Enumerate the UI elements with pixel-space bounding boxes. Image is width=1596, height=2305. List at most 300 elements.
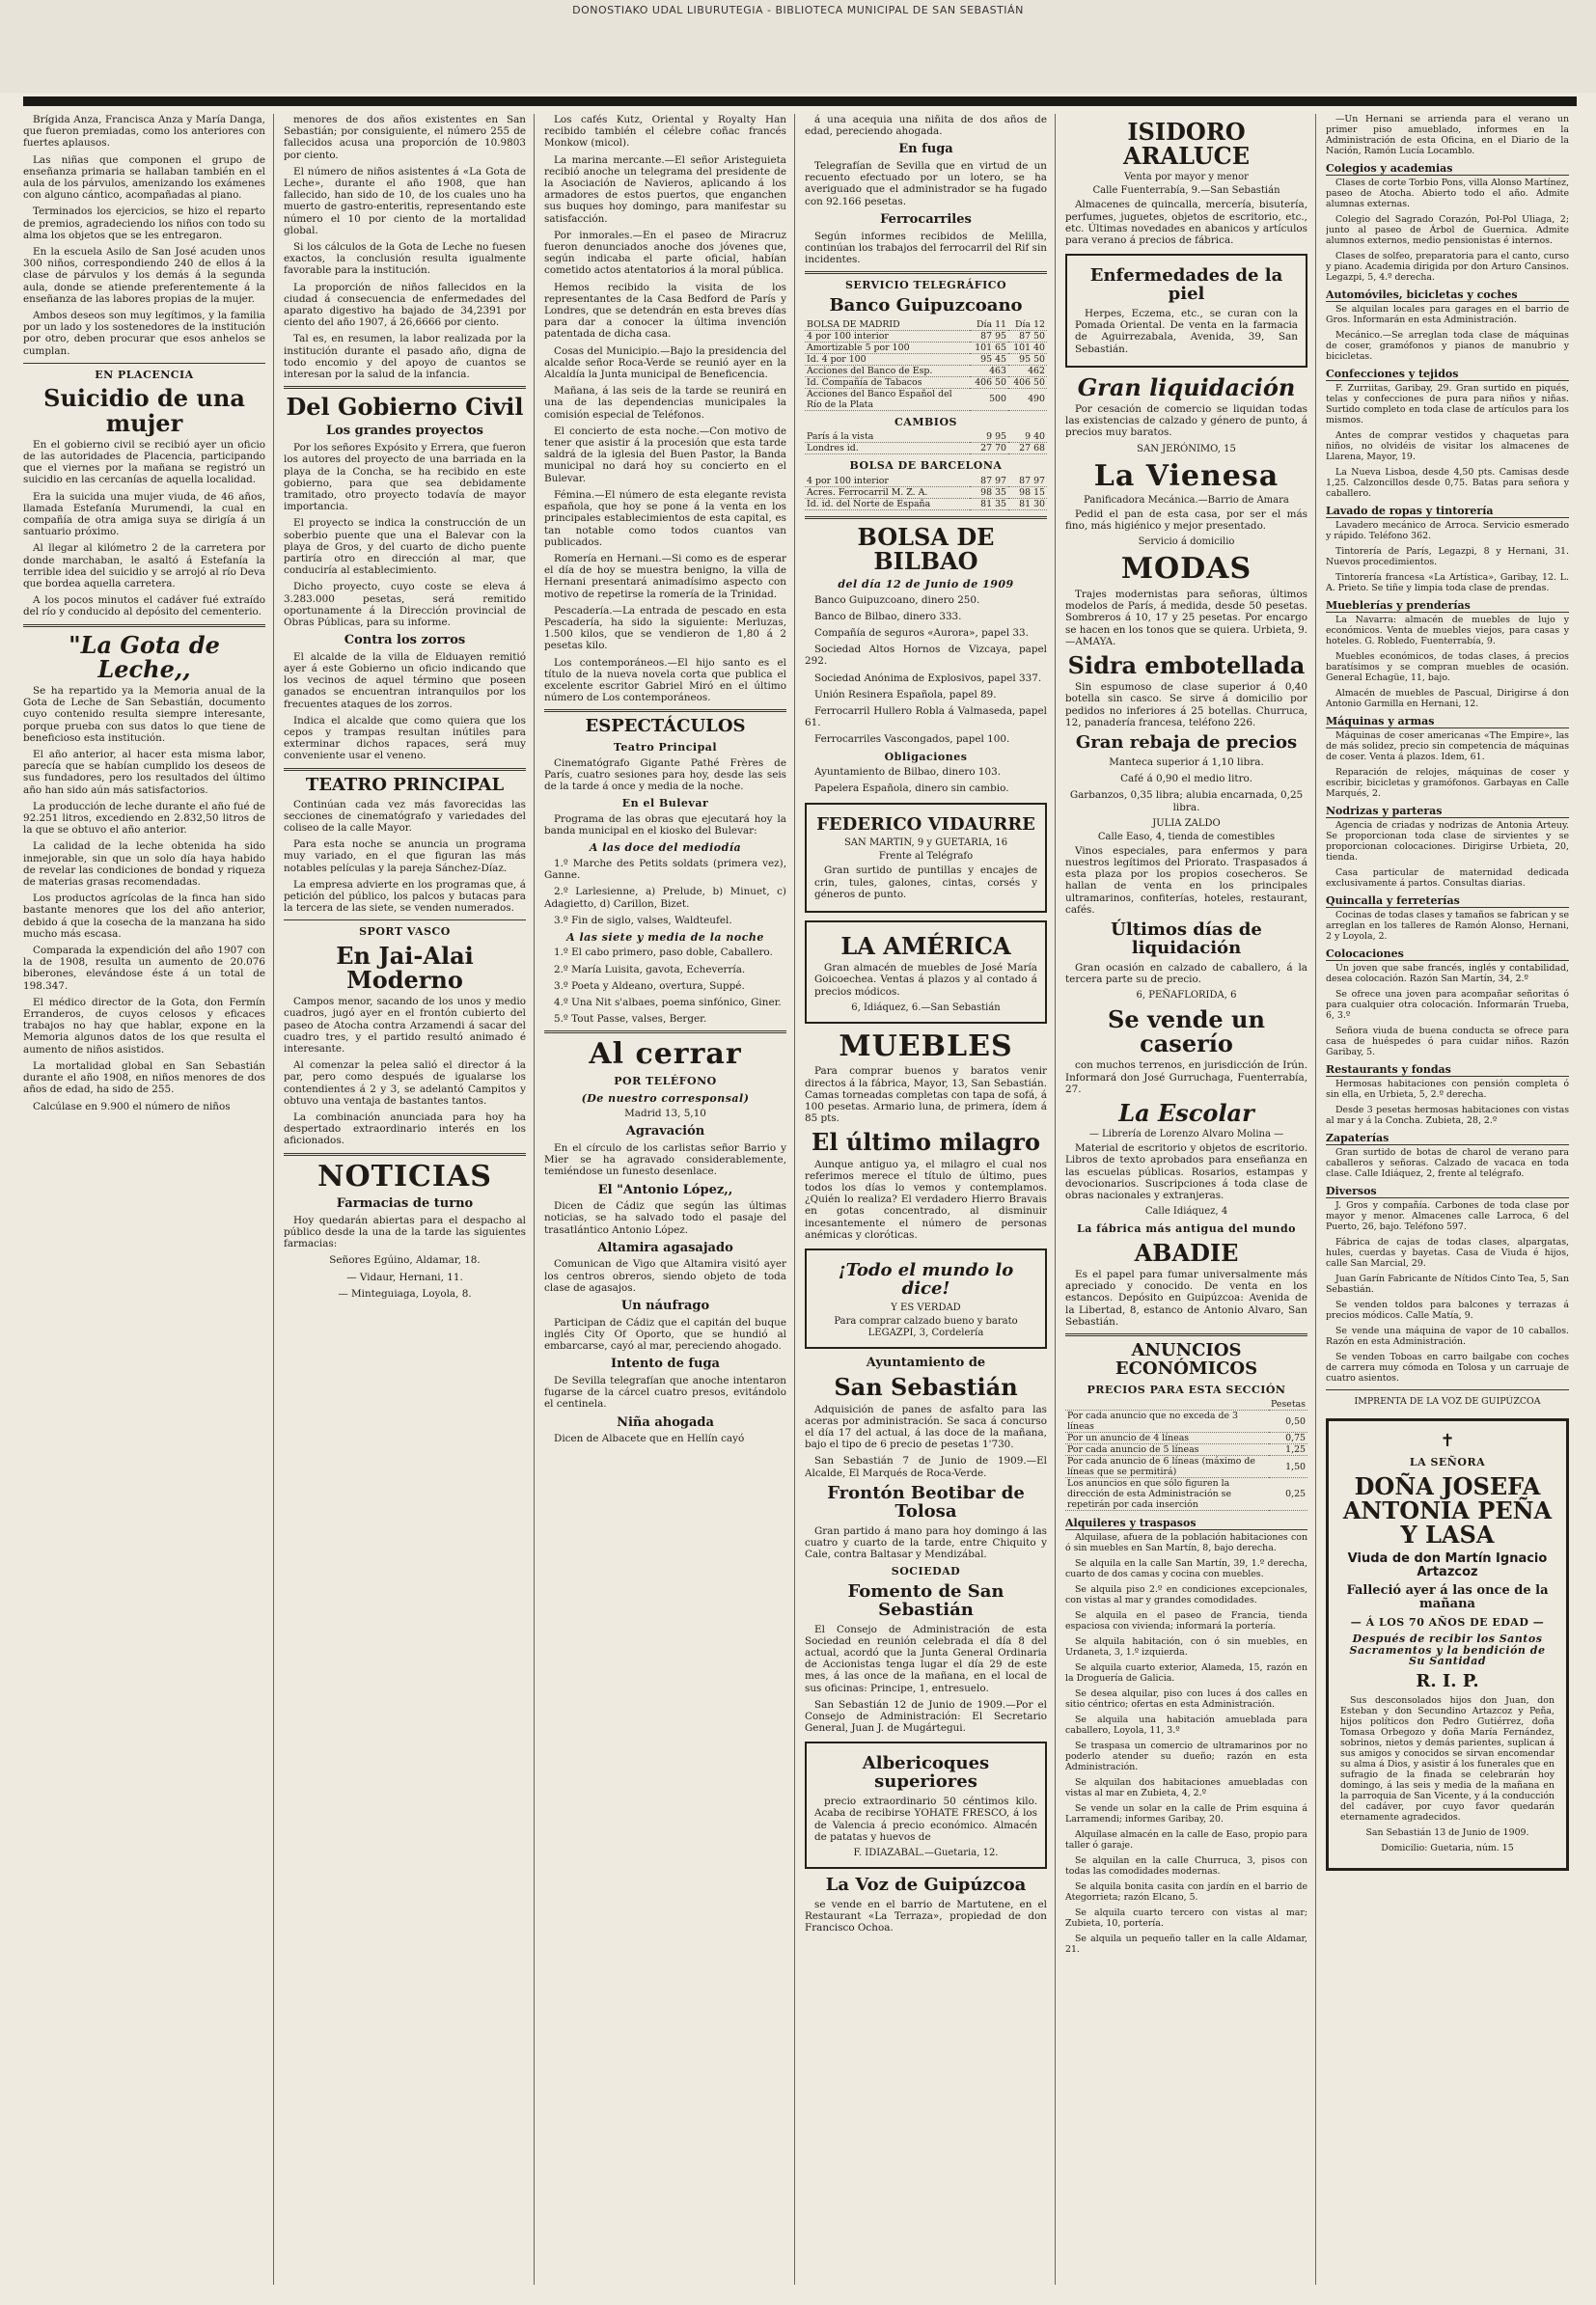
obit-date: San Sebastián 13 de Junio de 1909.: [1365, 1826, 1529, 1838]
bulevar-text: Programa de las obras que ejecutará hoy la banda municipal en el kiosko del Bulevar:: [544, 812, 786, 837]
classified-category: Colegios y academias: [1326, 162, 1569, 176]
paragraph: Se ha repartido ya la Memoria anual de la Gota de Leche de San Sebastián, documento cuyo contenido resulta siempre interesante, porque prueba con sus datos lo que tiene de beneficioso esta institución.: [23, 685, 265, 744]
isidoro-addr: Calle Fuenterrabía, 9.—San Sebastián: [1092, 185, 1280, 197]
paragraph: El proyecto se indica la construcción de un soberbio puente que una el Balevar con la playa de Gros, y del cuarto de dicho puente partiría otro en dirección al mar, que conduciría al establecimiento.: [284, 517, 526, 577]
isidoro-text: Almacenes de quincalla, mercería, bisutería, perfumes, juguetes, objetos de escritorio, etc., etc. Últimas novedades en abanicos y artículos para verano á precios de fábrica.: [1065, 199, 1307, 246]
muebles-headline: MUEBLES: [839, 1029, 1013, 1063]
classified-item: Clases de corte Torbio Pons, villa Alonso Martínez, paseo de Atocha. Abierto todo el año. Admite alumnas externas.: [1326, 178, 1569, 209]
paragraph: Campos menor, sacando de los unos y medio cuadros, jugó ayer en el frontón cubierto del paseo de Atocha contra Arzamendi á sacar del cuadro tres, y el partido resultó animado é interesante.: [284, 996, 526, 1056]
paragraph: Tal es, en resumen, la labor realizada por la institución durante el pasado año, digna de todo encomio y del apoyo de cuantos se interesan por la salud de la infancia.: [284, 333, 526, 381]
table-cell: Por cada anuncio de 5 líneas: [1065, 1444, 1269, 1456]
table-cell: 81 35: [970, 498, 1008, 509]
paragraph: El número de niños asistentes á «La Gota de Leche», durante el año 1908, que han fallecido, han sido de 10, de los cuales uno ha muerto de gastro-enteritis, representando este número el 10 por ciento de la mortalidad global.: [284, 165, 526, 236]
classified-item: Mecánico.—Se arreglan toda clase de máquinas de coser, gramófonos y pianos de manubrio y bicicletas.: [1326, 330, 1569, 362]
table-cell: 87 97: [1008, 476, 1047, 487]
paragraph: A los pocos minutos el cadáver fué extraído del río y conducido al depósito del cementerio.: [23, 594, 265, 618]
abadie-pre: La fábrica más antigua del mundo: [1076, 1222, 1297, 1236]
paragraph: Pescadería.—La entrada de pescado en esta Pescadería, ha sido la siguiente: Merluzas, 1.500 kilos, que se vendieron de 1,80 á 2 pesetas kilo.: [544, 604, 786, 652]
ultimos-addr: 6, PEÑAFLORIDA, 6: [1136, 990, 1237, 1002]
classified-category: Restaurants y fondas: [1326, 1063, 1569, 1077]
noticias-headline: NOTICIAS: [317, 1159, 492, 1194]
america-text: Gran almacén de muebles de José María Goicoechea. Ventas á plazos y al contado á precios módicos.: [814, 962, 1037, 998]
paragraph: Era la suicida una mujer viuda, de 46 años, llamada Estefanía Murumendi, la cual en compañía de otra amiga suya se dirigía á un santuario próximo.: [23, 490, 265, 538]
placencia-body: [23, 439, 265, 618]
classified-item: Cocinas de todas clases y tamaños se fabrican y se arreglan en los talleres de Ramón Alonso, Hernani, 2 y Loyola, 2.: [1326, 910, 1569, 942]
table-cell: 87 97: [970, 476, 1008, 487]
vidaurre-headline: FEDERICO VIDAURRE: [816, 813, 1035, 835]
table-cell: Los anuncios en que sólo figuren la dirección de esta Administración se repetirán por cada inserción: [1065, 1478, 1269, 1511]
table-cell: Acres. Ferrocarril M. Z. A.: [805, 486, 970, 498]
obit-text: Sus desconsolados hijos don Juan, don Esteban y don Secundino Artazcoz y Peña, hijos políticos don Pedro Gutiérrez, doña Tomasa Orbegozo y doña María Fernández, sobrinos, nietos y demás parientes, suplican á sus amigos y conocidos se sirvan encomendar su alma á Dios, y asistir á los funerales que en sufragio de la finada se celebrarán hoy domingo, á las seis y media de la mañana en la parroquia de San Vicente, y á la conducción del cadáver, por cuyo favor quedarán eternamente agradecidos.: [1340, 1694, 1555, 1823]
caserio-headline: Se vende un caserío: [1108, 1005, 1265, 1058]
vienesa-headline: La Vienesa: [1093, 458, 1280, 493]
paragraph: 3.º Poeta y Aldeano, overtura, Suppé.: [554, 979, 745, 992]
paragraph: Terminados los ejercicios, se hizo el reparto de premios, agradeciendo los niños con todo su alma los objetos que se les entregaron.: [23, 206, 265, 241]
gobierno-subhead: Los grandes proyectos: [325, 424, 484, 439]
paragraph: Banco Guipuzcoano, dinero 250.: [814, 593, 980, 606]
obit-name: DOÑA JOSEFA ANTONIA PEÑA Y LASA: [1342, 1471, 1553, 1549]
fronton-headline: Frontón Beotibar de Tolosa: [827, 1482, 1025, 1522]
paragraph: 5.º Tout Passe, valses, Berger.: [554, 1013, 707, 1026]
agravacion-sub: Agravación: [625, 1124, 705, 1139]
table-cell: 81 30: [1008, 498, 1047, 509]
imprenta-line: IMPRENTA DE LA VOZ DE GUIPÚZCOA: [1354, 1396, 1541, 1407]
classified-item: Máquinas de coser americanas «The Empire», las de más solidez, precio sin competencia de máquinas de coser. Venta á plazos. Idem, 61.: [1326, 730, 1569, 762]
table-row: [805, 388, 1047, 410]
contra-subhead: Contra los zorros: [344, 633, 466, 648]
table-cell: Por un anuncio de 4 líneas: [1065, 1433, 1269, 1444]
paragraph: Continúan cada vez más favorecidas las secciones de cinematógrafo y variedades del coliseo de la calle Mayor.: [284, 798, 526, 834]
obit-domicilio: Domicilio: Guetaria, núm. 15: [1381, 1842, 1514, 1853]
piel-ad: [1065, 254, 1307, 368]
classified-item: Casa particular de maternidad dedicada exclusivamente á partos. Consultas diarias.: [1326, 867, 1569, 889]
col3-intro: [544, 114, 786, 703]
classified-item: Fábrica de cajas de todas clases, alpargatas, hules, cuerdas y bayetas. Casa de Viuda é hijos, calle San Marcial, 29.: [1326, 1237, 1569, 1269]
paragraph: Se alquila una habitación amueblada para caballero, Loyola, 11, 3.º: [1065, 1715, 1307, 1737]
al-cerrar-headline: Al cerrar: [589, 1037, 742, 1072]
table-cell: 0,25: [1269, 1478, 1307, 1511]
paragraph: Alquilase, afuera de la población habitaciones con ó sin muebles en San Martín, 8, bajo derecha.: [1065, 1532, 1307, 1554]
paragraph: Se desea alquilar, piso con luces á dos calles en sitio céntrico; ofertas en esta Administración.: [1065, 1688, 1307, 1711]
classified-item: Se venden toldos para balcones y terrazas á precios módicos. Calle Matía, 9.: [1326, 1300, 1569, 1321]
obit-rip: R. I. P.: [1416, 1670, 1479, 1691]
nina-text: Dicen de Albacete que en Hellín cayó: [554, 1433, 745, 1445]
classified-item: Un joven que sabe francés, inglés y contabilidad, desea colocación. Razón San Martín, 34, 2.º: [1326, 963, 1569, 984]
classified-category: Automóviles, bicicletas y coches: [1326, 288, 1569, 302]
table-row: [805, 443, 1047, 454]
classified-item: Se venden Toboas en carro bailgabe con coches de carrera muy cómoda en Tolosa y un carruaje de cuatro asientos.: [1326, 1352, 1569, 1384]
top-rule: [23, 96, 1577, 106]
naufrago-sub: Un náufrago: [620, 1299, 710, 1314]
liquidacion-headline: Gran liquidación: [1077, 372, 1296, 401]
paragraph: Hemos recibido la visita de los representantes de la Casa Bedford de París y Londres, que se detendrán en esta breves días para dar a conocer la última invención patentada de dicha casa.: [544, 281, 786, 341]
classified-item: Gran surtido de botas de charol de verano para caballeros y señoras. Calzado de vacaca en toda clase. Calle Idiáquez, 2, frente al telégrafo.: [1326, 1147, 1569, 1179]
ferrocarriles-text: Según informes recibidos de Melilla, continúan los trabajos del ferrocarril del Rif sin incidentes.: [805, 230, 1047, 265]
sociedad-label: SOCIEDAD: [891, 1565, 961, 1578]
bolsa-bcn-label: BOLSA DE BARCELONA: [849, 459, 1003, 473]
table-row: [1065, 1433, 1307, 1444]
paragraph: Se alquilan en la calle Churruca, 3, pisos con todas las comodidades modernas.: [1065, 1855, 1307, 1878]
gota-body: [23, 685, 265, 1112]
classified-item: La Nueva Lisboa, desde 4,50 pts. Camisas desde 1,25. Calzoncillos desde 0,75. Batas para señora y caballero.: [1326, 467, 1569, 499]
table-cell: Por cada anuncio que no exceda de 3 líneas: [1065, 1411, 1269, 1433]
paragraph: Manteca superior á 1,10 libra.: [1109, 755, 1264, 768]
paragraph: Indica el alcalde que como quiera que los cepos y trampas resultan inútiles para exterminar dichos rapaces, será muy conveniente usar el veneno.: [284, 714, 526, 762]
paragraph: Se alquila en la calle San Martín, 39, 1.º derecha, cuarto de dos camas y cocina con muebles.: [1065, 1558, 1307, 1580]
fuga-text: De Sevilla telegrafían que anoche intentaron fugarse de la cárcel cuatro presos, evitándolo el centinela.: [544, 1374, 786, 1411]
table-cell: 95 45: [970, 353, 1008, 365]
table-cell: 27 70: [970, 443, 1008, 454]
classified-item: Lavadero mecánico de Arroca. Servicio esmerado y rápido. Teléfono 362.: [1326, 520, 1569, 541]
classified-item: Clases de solfeo, preparatoria para el canto, curso y piano. Academia dirigida por don Arturo Cansinos. Legazpi, 5, 4.º derecha.: [1326, 251, 1569, 283]
column-4: [805, 114, 1056, 2285]
paragraph: Si los cálculos de la Gota de Leche no fuesen exactos, la conclusión resulta igualmente favorable para la institución.: [284, 241, 526, 277]
albaricoques-ad: [805, 1742, 1047, 1869]
classified-category: Diversos: [1326, 1185, 1569, 1198]
paragraph: Ambos deseos son muy legítimos, y la familia por un lado y los sostenedores de la institución por otro, deben procurar que esos anhelos se cumplan.: [23, 310, 265, 357]
paragraph: Los productos agrícolas de la finca han sido bastante menores que los del año anterior, debido á que la cosecha de la manzana ha sido mucho más escasa.: [23, 892, 265, 940]
table-row: [805, 365, 1047, 376]
table-row: [1065, 1411, 1307, 1433]
paragraph: Mañana, á las seis de la tarde se reunirá en una de las dependencias municipales la comisión especial de Teléfonos.: [544, 385, 786, 421]
voz-text: se vende en el barrio de Martutene, en el Restaurant «La Terraza», propiedad de don Francisco Ochoa.: [805, 1898, 1047, 1935]
cerrar-date: Madrid 13, 5,10: [624, 1108, 706, 1120]
sport-label: SPORT VASCO: [359, 925, 451, 939]
classified-item: Antes de comprar vestidos y chaquetas para niños, no olvidéis de visitar los almacenes de Llarena, Mayor, 19.: [1326, 430, 1569, 462]
sociedad-text: El Consejo de Administración de esta Sociedad en reunión celebrada el día 8 del actual, acordó que la Junta General Ordinaria de Accionistas tenga lugar el día 29 de este mes, á las once de la mañana, en el local de sus oficinas: Principe, 1, entresuelo.: [805, 1623, 1047, 1694]
paragraph: Los contemporáneos.—El hijo santo es el título de la nueva novela corta que publica el excelente escritor Gabriel Miró en el último número de Los contemporáneos.: [544, 656, 786, 704]
table-row: [805, 330, 1047, 342]
pesetas-header: Pesetas: [1269, 1399, 1307, 1411]
table-cell: 4 por 100 interior: [805, 330, 970, 342]
milagro-text: Aunque antiguo ya, el milagro el cual nos referimos merece el título de último, pues todos los días lo vemos y contemplamos. ¿Quién lo realiza? El verdadero Hierro Bravais en gotas concentrado, al disminuir incesantemente el número de personas anémicas y cloróticas.: [805, 1158, 1047, 1241]
ayunt-headline: San Sebastián: [834, 1373, 1018, 1402]
table-row: [805, 476, 1047, 487]
paragraph: El concierto de esta noche.—Con motivo de tener que asistir á la procesión que esta tarde saldrá de la iglesia del Buen Pastor, la Banda municipal no dará hoy su concierto en el Bulevar.: [544, 425, 786, 484]
paragraph: 4.º Una Nit s'albaes, poema sinfónico, Giner.: [554, 997, 782, 1009]
albaricoques-addr: F. IDIAZABAL.—Guetaria, 12.: [853, 1847, 999, 1858]
table-cell: 490: [1008, 388, 1047, 410]
classified-item: Tintorería de París, Legazpi, 8 y Hernani, 31. Nuevos procedimientos.: [1326, 546, 1569, 567]
classified-item: Tintorería francesa «La Artística», Garibay, 12. L. A. Prieto. Se tiñe y limpia toda clase de prendas.: [1326, 572, 1569, 593]
paragraph: La empresa advierte en los programas que, á petición del público, los palcos y butacas para la tercera de las siete, se venden numerados.: [284, 878, 526, 915]
rebaja-addr: Calle Easo, 4, tienda de comestibles: [1097, 831, 1276, 842]
column-2: [284, 114, 535, 2285]
classified-category: Nodrizas y parteras: [1326, 805, 1569, 818]
column-1: [23, 114, 274, 2285]
cerrar-telefono: POR TELÉFONO: [614, 1074, 717, 1087]
paragraph: Se alquila cuarto exterior, Alameda, 15, razón en la Droguería de Galicia.: [1065, 1662, 1307, 1685]
paragraph: Ayuntamiento de Bilbao, dinero 103.: [814, 766, 1002, 779]
table-cell: 87 95: [970, 330, 1008, 342]
antonio-text: Dicen de Cádiz que según las últimas noticias, se ha salvado todo el pasaje del trasatlántico Antonio López.: [544, 1200, 786, 1236]
paragraph: El alcalde de la villa de Elduayen remitió ayer á este Gobierno un oficio indicando que los vecinos de aquel término que poseen ganados se encuentran intranquilos por los frecuentes ataques de los zorros.: [284, 650, 526, 710]
table-cell: Id. Compañía de Tabacos: [805, 376, 970, 388]
sidra-headline: Sidra embotellada: [1067, 651, 1306, 679]
paragraph: Se alquila un pequeño taller en la calle Aldamar, 21.: [1065, 1934, 1307, 1956]
america-addr: 6, Idiáquez, 6.—San Sebastián: [851, 1002, 1001, 1013]
alquileres-category: Alquileres y traspasos: [1065, 1517, 1307, 1530]
alquileres-list: [1065, 1532, 1307, 1955]
noticias-body: Hoy quedarán abiertas para el despacho al público desde la una de la tarde las siguientes farmacias:: [284, 1214, 526, 1250]
sport-body: [284, 996, 526, 1146]
abadie-text: Es el papel para fumar universalmente más apreciado y conocido. De venta en los estancos. Depósito en Guipúzcoa: Avenida de la Libertad, 8, estanco de Antonio Alvaro, San Sebastián.: [1065, 1269, 1307, 1328]
table-cell: 9 40: [1008, 431, 1047, 443]
paragraph: Alquílase almacén en la calle de Easo, propio para taller ó garaje.: [1065, 1829, 1307, 1852]
paragraph: Los cafés Kutz, Oriental y Royalty Han recibido también el célebre coñac francés Monkow (micol).: [544, 114, 786, 150]
classified-item: Juan Garín Fabricante de Nítidos Cinto Tea, 5, San Sebastián.: [1326, 1274, 1569, 1295]
paragraph: La mortalidad global en San Sebastián durante el año 1908, en niños menores de dos años de edad, ha sido de 255.: [23, 1059, 265, 1096]
paragraph: 2.º María Luisita, gavota, Echeverría.: [554, 963, 746, 975]
paragraph: La calidad de la leche obtenida ha sido inmejorable, sin que un solo día haya habido de revelar las condiciones de bondad y riqueza de materias grasas recomendadas.: [23, 840, 265, 889]
table-cell: Por cada anuncio de 6 líneas (máximo de líneas que se permitirá): [1065, 1456, 1269, 1478]
paragraph: Las niñas que componen el grupo de enseñanza primaria se hallaban también en el aula de los párvulos, amenizando los exámenes con alguno cántico, acompañadas al piano.: [23, 153, 265, 202]
day-11-header: Día 11: [970, 319, 1008, 331]
paragraph: Al llegar al kilómetro 2 de la carretera por donde marchaban, le asaltó á Estefanía la terrible idea del suicidio y se arrojó al río Deva que bordea aquella carretera.: [23, 542, 265, 590]
table-cell: Acciones del Banco de Esp.: [805, 365, 970, 376]
vidaurre-ad: [805, 803, 1047, 914]
paragraph: — Minteguiaga, Loyola, 8.: [338, 1287, 472, 1300]
classified-item: Muebles económicos, de todas clases, á precios baratísimos y se compran muebles de ocasión. General Echagüe, 11, bajo.: [1326, 651, 1569, 683]
paragraph: Sociedad Anónima de Explosivos, papel 337.: [814, 672, 1042, 684]
table-row: [805, 353, 1047, 365]
paragraph: Se traspasa un comercio de ultramarinos por no poderlo atender su dueño; razón en esta Administración.: [1065, 1741, 1307, 1773]
vienesa-sub: Panificadora Mecánica.—Barrio de Amara: [1084, 495, 1289, 507]
table-cell: París á la vista: [805, 431, 970, 443]
vienesa-note: Servicio á domicilio: [1138, 536, 1235, 548]
antonio-sub: El "Antonio López,,: [597, 1182, 733, 1197]
escolar-sub: — Librería de Lorenzo Alvaro Molina —: [1088, 1129, 1284, 1140]
liquidacion-addr: SAN JERÓNIMO, 15: [1137, 443, 1236, 454]
program-a-label: A las doce del mediodía: [589, 841, 742, 855]
albaricoques-text: precio extraordinario 50 céntimos kilo. Acaba de recibirse YOHATE FRESCO, á los de Valencia á precio económico. Almacén de patatas y huevos de: [814, 1796, 1037, 1843]
classified-item: Desde 3 pesetas hermosas habitaciones con vistas al mar y á la Concha. Zubieta, 28, 2.º: [1326, 1105, 1569, 1126]
todo-headline: ¡Todo el mundo lo dice!: [838, 1259, 1014, 1299]
albaricoques-headline: Albericoques superiores: [862, 1753, 990, 1793]
column-6: [1326, 114, 1577, 2285]
bilbao-headline: BOLSA DE BILBAO: [857, 522, 995, 575]
paragraph: Dicho proyecto, cuyo coste se eleva á 3.283.000 pesetas, será remitido oportunamente á la Dirección provincial de Obras Públicas, para su informe.: [284, 581, 526, 628]
placencia-label: EN PLACENCIA: [95, 368, 194, 381]
escolar-text: Material de escritorio y objetos de escritorio. Libros de texto aprobados para enseñanza en las escuelas públicas. Rosarios, estampas y devocionarios. Suscripciones á toda clase de obras nacionales y extranjeras.: [1065, 1142, 1307, 1202]
paragraph: — Vidaur, Hernani, 11.: [346, 1271, 463, 1283]
paragraph: Garbanzos, 0,35 libra; alubia encarnada, 0,25 libra.: [1069, 789, 1304, 813]
agravacion-text: En el círculo de los carlistas señor Barrio y Mier se ha agravado considerablemente, temiéndose un funesto desenlace.: [544, 1141, 786, 1178]
isidoro-sub: Venta por mayor y menor: [1124, 172, 1249, 183]
ferrocarriles-sub: Ferrocarriles: [880, 211, 972, 227]
teatro-principal-text: Cinematógrafo Gigante Pathé Frères de París, cuatro sesiones para hoy, desde las seis de la tarde á once y media de la noche.: [544, 756, 786, 793]
abadie-headline: ABADIE: [1134, 1238, 1239, 1267]
classified-category: Colocaciones: [1326, 947, 1569, 961]
rebaja-headline: Gran rebaja de precios: [1075, 732, 1298, 753]
piel-headline: Enfermedades de la piel: [1089, 265, 1283, 305]
contra-body: [284, 651, 526, 762]
cambios-label: CAMBIOS: [894, 415, 957, 428]
bolsa-bcn-table: [805, 476, 1047, 510]
rebaja-sign: JULIA ZALDO: [1152, 817, 1221, 829]
paragraph: Banco de Bilbao, dinero 333.: [814, 610, 962, 622]
gobierno-body: [284, 442, 526, 628]
suicidio-headline: Suicidio de una mujer: [43, 384, 245, 437]
classified-category: Mueblerías y prenderías: [1326, 599, 1569, 613]
table-cell: 101 40: [1008, 342, 1047, 353]
todo-sub: Y ES VERDAD: [891, 1302, 961, 1313]
bolsa-madrid-table: [805, 319, 1047, 411]
paragraph: Café á 0,90 el medio litro.: [1120, 773, 1252, 785]
table-cell: Londres id.: [805, 443, 970, 454]
obit-fallecio: Falleció ayer á las once de la mañana: [1346, 1583, 1549, 1612]
table-row: [1065, 1444, 1307, 1456]
table-cell: Id. id. del Norte de España: [805, 498, 970, 509]
program-a: [544, 858, 786, 926]
bolsa-madrid-label: BOLSA DE MADRID: [805, 319, 970, 331]
paragraph: 3.º Fin de siglo, valses, Waldteufel.: [554, 914, 732, 926]
caserio-text: con muchos terrenos, en jurisdicción de Irún. Informará don José Gurruchaga, Fuenterrabía, 27.: [1065, 1059, 1307, 1095]
classified-category: Zapaterías: [1326, 1132, 1569, 1145]
paragraph: Cosas del Municipio.—Bajo la presidencia del alcalde señor Roca-Verde se reunió ayer en la Alcaldía la Junta municipal de Beneficencia.: [544, 344, 786, 381]
sociedad-sign: San Sebastián 12 de Junio de 1909.—Por el Consejo de Administración: El Secretario General, Juan J. de Mugártegui.: [805, 1698, 1047, 1735]
table-row: [805, 498, 1047, 509]
vinos-text: Vinos especiales, para enfermos y para nuestros legítimos del Priorato. Traspasados á esta plaza por los propios cosecheros. Se hallan de venta en los principales ultramarinos, confiterías, hoteles, restaurant, cafés.: [1065, 844, 1307, 916]
table-cell: 406 50: [1008, 376, 1047, 388]
sociedad-headline: Fomento de San Sebastián: [847, 1580, 1004, 1620]
ayunt-sign: San Sebastián 7 de Junio de 1909.—El Alcalde, El Marqués de Roca-Verde.: [805, 1455, 1047, 1479]
servicio-label: SERVICIO TELEGRÁFICO: [844, 279, 1007, 292]
classified-item: La Navarra: almacén de muebles de lujo y económicos. Venta de muebles viejos, para casas y hoteles. G. Robledo, Fuenterrabía, 9.: [1326, 615, 1569, 646]
altamira-sub: Altamira agasajado: [597, 1240, 733, 1255]
vidaurre-sub: Frente al Telégrafo: [878, 851, 974, 863]
table-row: [1065, 1456, 1307, 1478]
paragraph: El médico director de la Gota, don Fermín Erranderos, de cuyos celosos y eficaces trabajos no hay que hablar, expone en la Memoria algunos datos de los que resulta el aumento de niños asistidos.: [23, 996, 265, 1056]
table-cell: 500: [970, 388, 1008, 410]
paragraph: Se alquilan dos habitaciones amuebladas con vistas al mar en Zubieta, 4, 2.º: [1065, 1777, 1307, 1799]
gobierno-headline: Del Gobierno Civil: [286, 393, 524, 422]
paragraph: Señores Egúino, Aldamar, 18.: [329, 1254, 481, 1267]
program-b-label: A las siete y media de la noche: [566, 930, 764, 944]
escolar-addr: Calle Idiáquez, 4: [1144, 1206, 1228, 1218]
classified-item: Agencia de criadas y nodrizas de Antonia Arteuy. Se proporcionan toda clase de sirvientes y se proporcionan colocaciones. Dirigirse Urbieta, 20, tienda.: [1326, 820, 1569, 863]
obligaciones-label: Obligaciones: [884, 750, 968, 763]
paragraph: Ferrocarril Hullero Robla á Valmaseda, papel 61.: [805, 704, 1047, 729]
jai-alai-headline: En Jai-Alai Moderno: [336, 941, 474, 995]
paragraph: La producción de leche durante el año fué de 92.251 litros, excediendo en 2.832,50 litros de la que se obtuvo el año anterior.: [23, 800, 265, 837]
paragraph: Se alquila habitación, con ó sin muebles, en Urdaneta, 3, 1.º izquierda.: [1065, 1636, 1307, 1659]
teatro-body: [284, 799, 526, 915]
ayunt-label: Ayuntamiento de: [866, 1355, 986, 1370]
vidaurre-addr: SAN MARTIN, 9 y GUETARIA, 16: [843, 837, 1008, 849]
paragraph: Calcúlase en 9.900 el número de niños: [33, 1100, 231, 1112]
classified-category: Lavado de ropas y tintorería: [1326, 505, 1569, 518]
classified-item: J. Gros y compañía. Carbones de toda clase por mayor y menor. Almacenes calle Larroca, 6 del Puerto, 26, bajo. Teléfono 597.: [1326, 1200, 1569, 1232]
table-cell: 27 68: [1008, 443, 1047, 454]
todo-ad: [805, 1249, 1047, 1349]
table-cell: 101 65: [970, 342, 1008, 353]
altamira-text: Comunican de Vigo que Altamira visitó ayer los centros obreros, siendo objeto de toda clase de agasajos.: [544, 1258, 786, 1294]
america-headline: LA AMÉRICA: [840, 932, 1011, 961]
paragraph: En la escuela Asilo de San José acuden unos 300 niños, correspondiendo 240 de ellos á la clase de párvulos y los demás á la segunda aula, donde se atiende preferentemente á la enseñanza de las labores propias de la mujer.: [23, 246, 265, 305]
table-row: [805, 486, 1047, 498]
ultimos-text: Gran ocasión en calzado de caballero, á la tercera parte su de precio.: [1065, 961, 1307, 985]
vidaurre-text: Gran surtido de puntillas y encajes de crin, tules, galones, cintas, corsés y géneros de punto.: [814, 864, 1037, 900]
bulevar-sub: En el Bulevar: [621, 797, 709, 810]
table-cell: 95 50: [1008, 353, 1047, 365]
obligaciones-rows: [805, 766, 1047, 794]
classified-item: Señora viuda de buena conducta se ofrece para casa de huéspedes ó para cuidar niños. Razón Garibay, 5.: [1326, 1026, 1569, 1057]
classified-item: Colegio del Sagrado Corazón, Pol-Pol Uliaga, 2; junto al paseo de Árbol de Guernica. Admite alumnos externos, medio pensionistas é internos.: [1326, 214, 1569, 246]
paragraph: Papelera Española, dinero sin cambio.: [814, 782, 1009, 795]
todo-text: Para comprar calzado bueno y barato LEGAZPI, 3, Cordelería: [834, 1315, 1018, 1338]
table-cell: Acciones del Banco Español del Río de la Plata: [805, 388, 970, 410]
modas-headline: MODAS: [1120, 552, 1252, 587]
espectaculos-headline: ESPECTÁCULOS: [585, 716, 746, 737]
paragraph: Compañía de seguros «Aurora», papel 33.: [814, 626, 1029, 639]
obit-label: LA SEÑORA: [1409, 1456, 1486, 1468]
ultimos-headline: Últimos días de liquidación: [1111, 919, 1262, 958]
table-cell: 0,75: [1269, 1433, 1307, 1444]
escolar-headline: La Escolar: [1118, 1099, 1254, 1128]
fronton-text: Gran partido á mano para hoy domingo á las cuatro y cuarto de la tarde, entre Chiquito y Cale, contra Baltasar y Mendizábal.: [805, 1524, 1047, 1560]
en-fuga-sub: En fuga: [898, 142, 953, 157]
paragraph: Se alquila bonita casita con jardín en el barrio de Ategorrieta; razón Elcano, 5.: [1065, 1881, 1307, 1904]
classified-item: Se alquilan locales para garages en el barrio de Gros. Informarán en esta Administración.: [1326, 304, 1569, 325]
classified-item: Reparación de relojes, máquinas de coser y escribir, bicicletas y gramófonos. Garbayas en Calle Marqués, 2.: [1326, 767, 1569, 799]
paragraph: La proporción de niños fallecidos en la ciudad á consecuencia de enfermedades del aparato digestivo ha bajado de 34,2391 por ciento del año 1907, á 26,6666 por ciento.: [284, 281, 526, 329]
paragraph: Comparada la expendición del año 1907 con la de 1908, resulta un aumento de 20.076 biberones, elevándose éste á un total de 198.347.: [23, 945, 265, 992]
paragraph: El año anterior, al hacer esta misma labor, parecía que se habían cumplido los deseos de sus fundadores, pero los resultados del último año han sido aún más satisfactorios.: [23, 749, 265, 796]
table-cell: 9 95: [970, 431, 1008, 443]
farmacias-list: [284, 1254, 526, 1300]
classified-item: Se vende una máquina de vapor de 10 caballos. Razón en esta Administración.: [1326, 1326, 1569, 1347]
columns: [23, 114, 1577, 2285]
column-3: [544, 114, 795, 2285]
column-5: [1065, 114, 1316, 2285]
classified-item: Se ofrece una joven para acompañar señoritas ó para cualquier otra colocación. Informarán Trueba, 6, 3.º: [1326, 989, 1569, 1021]
paragraph: La marina mercante.—El señor Aristeguieta recibió anoche un telegrama del presidente de la Asociación de Navieros, aplicando á los armadores de estos puertos, que enganchen sus buques hoy domingo, para manifestar su satisfacción.: [544, 153, 786, 225]
paragraph: Unión Resinera Española, papel 89.: [814, 688, 997, 700]
paragraph: Sociedad Altos Hornos de Vizcaya, papel 292.: [805, 644, 1047, 668]
teatro-headline: TEATRO PRINCIPAL: [305, 774, 505, 795]
america-ad: [805, 920, 1047, 1024]
precios-table: [1065, 1399, 1307, 1511]
paragraph: 1.º El cabo primero, paso doble, Caballero.: [554, 947, 773, 959]
paragraph: La combinación anunciada para hoy ha despertado extraordinario interés en los aficionados.: [284, 1111, 526, 1147]
paragraph: Ferrocarriles Vascongados, papel 100.: [814, 733, 1010, 746]
paragraph: Se alquila cuarto tercero con vistas al mar; Zubieta, 10, portería.: [1065, 1907, 1307, 1930]
table-row: [805, 376, 1047, 388]
naufrago-text: Participan de Cádiz que el capitán del buque inglés City Of Oporto, que se hundió al embarcarse, cayó al mar, pereciendo ahogado.: [544, 1316, 786, 1353]
obit-sacramentos: Después de recibir los Santos Sacramentos y la bendición de Su Santidad: [1349, 1633, 1546, 1668]
paragraph: Fémina.—El número de esta elegante revista española, que hoy se pone á la venta en los principales establecimientos de esta capital, es tan notable como todos cuantos van publicados.: [544, 488, 786, 548]
bilbao-date: del día 12 de Junio de 1909: [838, 578, 1014, 591]
table-cell: 98 35: [970, 486, 1008, 498]
classified-category: Máquinas y armas: [1326, 715, 1569, 728]
piel-text: Herpes, Eczema, etc., se curan con la Pomada Oriental. De venta en la farmacia de Aguirrezabala, Avenida, 39, San Sebastián.: [1075, 307, 1298, 355]
col2-intro: [284, 114, 526, 380]
cross-icon: ✝: [1440, 1431, 1455, 1451]
en-fuga-text: Telegrafían de Sevilla que en virtud de un recuento efectuado por un lotero, se ha averiguado que el administrador se ha fugado con 92.166 pesetas.: [805, 160, 1047, 207]
archive-header: DONOSTIAKO UDAL LIBURUTEGIA - BIBLIOTECA MUNICIPAL DE SAN SEBASTIÁN: [572, 4, 1024, 16]
col1-intro: [23, 114, 265, 357]
classified-category: Confecciones y tejidos: [1326, 368, 1569, 381]
classified-item: F. Zurriitas, Garibay, 29. Gran surtido en piqués, telas y confecciones de pura para niños y niñas. Surtido completo en toda clase de artículos para los mismos.: [1326, 383, 1569, 425]
table-cell: 463: [970, 365, 1008, 376]
modas-text: Trajes modernistas para señoras, últimos modelos de París, á medida, desde 50 pesetas. Sombreros á 10, 17 y 25 pesetas. Por encargo se hacen en los tonos que se quiera. Urbieta, 9.—AMAYA.: [1065, 588, 1307, 647]
voz-headline: La Voz de Guipúzcoa: [825, 1874, 1027, 1895]
classified-item: Almacén de muebles de Pascual, Dirigirse á don Antonio Garmilla en Hernani, 12.: [1326, 688, 1569, 709]
paragraph: Se vende un solar en la calle de Prim esquina á Larramendi; informes Garibay, 20.: [1065, 1803, 1307, 1825]
cambios-table: [805, 431, 1047, 454]
classified-item: Hermosas habitaciones con pensión completa ó sin ella, en Urbieta, 5, 2.º derecha.: [1326, 1079, 1569, 1100]
